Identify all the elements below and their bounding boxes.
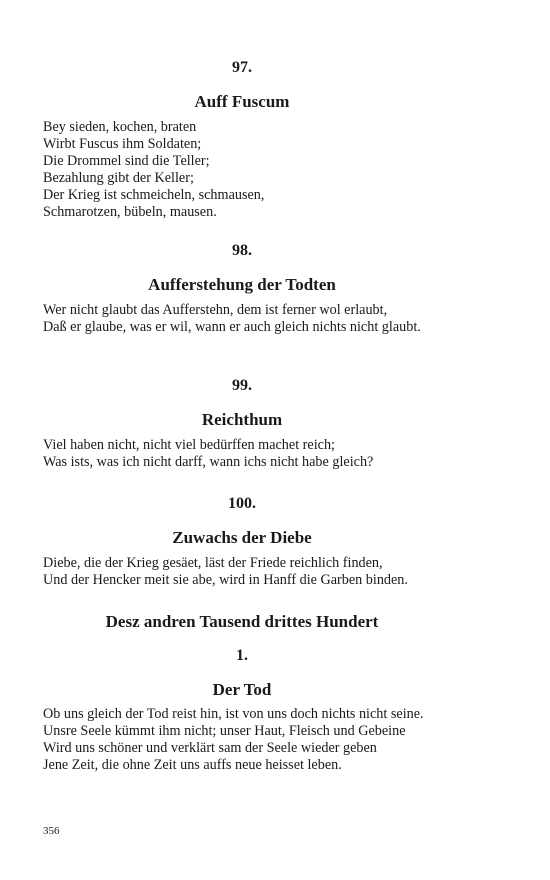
poem-line: Daß er glaube, was er wil, wann er auch gleich nichts nicht glaubt.: [43, 319, 421, 335]
poem-line: Wirbt Fuscus ihm Soldaten;: [43, 136, 202, 152]
page-number: 356: [43, 825, 60, 837]
poem-text: [43, 555, 441, 589]
poem-line: Was ists, was ich nicht darff, wann ichs nicht habe gleich?: [43, 454, 374, 470]
poem-line: Der Krieg ist schmeicheln, schmausen,: [43, 187, 265, 203]
poem-title: Der Tod: [212, 680, 272, 699]
poem-line: Schmarotzen, bübeln, mausen.: [43, 204, 217, 220]
poem-line: Jene Zeit, die ohne Zeit uns auffs neue heisset leben.: [43, 757, 342, 773]
poem-title: Reichthum: [201, 410, 283, 429]
poem-line: Diebe, die der Krieg gesäet, läst der Friede reichlich finden,: [43, 555, 383, 571]
section-heading: Desz andren Tausend drittes Hundert: [105, 612, 379, 631]
poem-line: Ob uns gleich der Tod reist hin, ist von uns doch nichts nicht seine.: [43, 706, 424, 722]
poem-line: Wer nicht glaubt das Aufferstehn, dem ist ferner wol erlaubt,: [43, 302, 388, 318]
poem-title: Aufferstehung der Todten: [148, 275, 336, 294]
poem-number: 98.: [232, 242, 252, 259]
poem-line: Bezahlung gibt der Keller;: [43, 170, 194, 186]
poem-number: 100.: [228, 495, 256, 512]
poem-line: Wird uns schöner und verklärt sam der Seele wieder geben: [43, 740, 377, 756]
poem-line: Viel haben nicht, nicht viel bedürffen machet reich;: [43, 437, 335, 453]
poem-text: [43, 119, 441, 221]
poem-line: Unsre Seele kümmt ihm nicht; unser Haut, Fleisch und Gebeine: [43, 723, 406, 739]
poem-line: Und der Hencker meit sie abe, wird in Hanff die Garben binden.: [43, 572, 408, 588]
poem-number: 99.: [232, 377, 252, 394]
book-page: [43, 0, 441, 880]
poem-text: [43, 302, 441, 336]
poem-text: [43, 437, 441, 471]
poem-line: Bey sieden, kochen, braten: [43, 119, 197, 135]
poem-number: 97.: [232, 59, 252, 76]
poem-text: [43, 706, 441, 774]
poem-title: Auff Fuscum: [194, 92, 290, 111]
poem-title: Zuwachs der Diebe: [172, 528, 312, 547]
poem-number: 1.: [236, 647, 248, 664]
poem-line: Die Drommel sind die Teller;: [43, 153, 210, 169]
